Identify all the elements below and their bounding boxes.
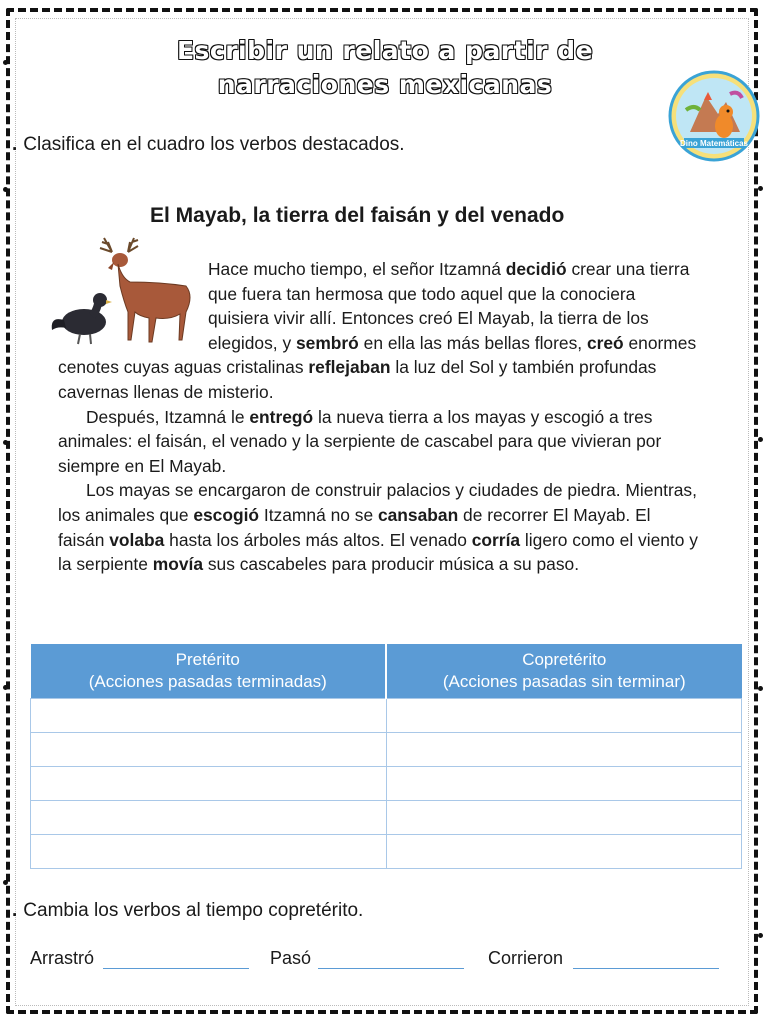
highlighted-verb: decidió: [505, 259, 567, 279]
header-preterito-title: Pretérito: [175, 650, 240, 669]
highlighted-verb: movía: [152, 554, 204, 575]
preterito-cell[interactable]: [31, 733, 387, 767]
story-text-run: ligero como el viento y la serpiente: [58, 529, 698, 575]
verb-label-arrastro: Arrastró: [30, 948, 95, 968]
highlighted-verb: creó: [586, 332, 624, 353]
header-copreterito: [386, 644, 742, 699]
border-dot: [3, 187, 8, 192]
story-text-run: Itzamná no se: [259, 504, 378, 525]
story-paragraph-3: [58, 478, 698, 576]
highlighted-verb: reflejaban: [308, 357, 391, 378]
highlighted-verb: escogió: [193, 504, 260, 525]
highlighted-verb: volaba: [109, 529, 165, 550]
table-row: [31, 767, 742, 801]
story-text-run: crear una tierra que fuera tan hermosa que todo aquel que la conociera quisiera vivir allí. Entonces creó El Mayab, la tierra de los elegidos, y: [208, 259, 690, 353]
story-text-run: Hace mucho tiempo, el señor Itzamná: [208, 259, 506, 279]
table-header-row: [31, 644, 742, 699]
story-text: [58, 257, 698, 577]
border-dot: [3, 880, 8, 885]
border-dot: [758, 437, 763, 442]
copreterito-cell[interactable]: [386, 767, 742, 801]
bullet: .: [12, 134, 18, 155]
copreterito-cell[interactable]: [386, 801, 742, 835]
instruction-change: [12, 900, 363, 922]
header-copreterito-sub: (Acciones pasadas sin terminar): [442, 672, 686, 691]
verb-label-paso: Pasó: [270, 948, 312, 968]
instruction-classify-text: Clasifica en el cuadro los verbos destacados.: [23, 134, 405, 155]
copreterito-cell[interactable]: [386, 835, 742, 869]
table-row: [31, 835, 742, 869]
answer-blank-arrastro[interactable]: [103, 968, 249, 969]
story-text-run: enormes cenotes cuyas aguas cristalinas: [58, 332, 697, 378]
story-text-run: sus cascabeles para producir música a su paso.: [203, 554, 580, 575]
highlighted-verb: sembró: [295, 332, 359, 353]
border-dot: [3, 60, 8, 65]
instruction-change-text: Cambia los verbos al tiempo copretérito.: [23, 900, 364, 921]
verb-classification-table: [30, 644, 742, 869]
dino-logo-icon: [668, 70, 760, 162]
story-text-run: Después, Itzamná le: [86, 406, 250, 427]
preterito-cell[interactable]: [31, 699, 387, 733]
answer-blank-paso[interactable]: [318, 968, 464, 969]
highlighted-verb: corría: [471, 529, 521, 550]
story-text-run: la luz del Sol y también profundas cavernas llenas de misterio.: [58, 357, 657, 402]
story-text-run: Los mayas se encargaron de construir palacios y ciudades de piedra. Mientras, los animales que: [58, 480, 697, 525]
copreterito-cell[interactable]: [386, 733, 742, 767]
verb-label-corrieron: Corrieron: [488, 948, 564, 968]
story-text-run: hasta los árboles más altos. El venado: [164, 529, 472, 550]
story-paragraph-2: [58, 405, 698, 479]
preterito-cell[interactable]: [31, 767, 387, 801]
logo-text: Dino Matemáticas: [679, 139, 749, 148]
table-row: [31, 699, 742, 733]
header-preterito-sub: (Acciones pasadas terminadas): [88, 672, 327, 691]
border-dot: [758, 186, 763, 191]
border-dot: [758, 933, 763, 938]
border-dot: [3, 440, 8, 445]
table-row: [31, 801, 742, 835]
answer-blank-corrieron[interactable]: [573, 968, 719, 969]
copreterito-cell[interactable]: [386, 699, 742, 733]
border-dot: [758, 686, 763, 691]
highlighted-verb: cansaban: [377, 504, 459, 525]
header-preterito: [31, 644, 387, 699]
preterito-cell[interactable]: [31, 835, 387, 869]
story-text-run: de recorrer El Mayab. El faisán: [58, 504, 651, 550]
header-copreterito-title: Copretérito: [522, 650, 607, 669]
bullet: .: [12, 900, 18, 921]
page-title: Escribir un relato a partir de narraciones mexicanas: [176, 36, 594, 99]
highlighted-verb: entregó: [249, 406, 314, 427]
story-text-run: la nueva tierra a los mayas y escogió a tres animales: el faisán, el venado y la serpiente de cascabel para que vivieran por siempre en El Mayab.: [58, 406, 662, 476]
table-row: [31, 733, 742, 767]
preterito-cell[interactable]: [31, 801, 387, 835]
illustration-space: [58, 257, 208, 353]
story-title: El Mayab, la tierra del faisán y del venado: [150, 204, 565, 227]
border-dot: [3, 685, 8, 690]
story-text-run: en ella las más bellas flores,: [358, 332, 587, 353]
instruction-classify: [12, 134, 405, 156]
